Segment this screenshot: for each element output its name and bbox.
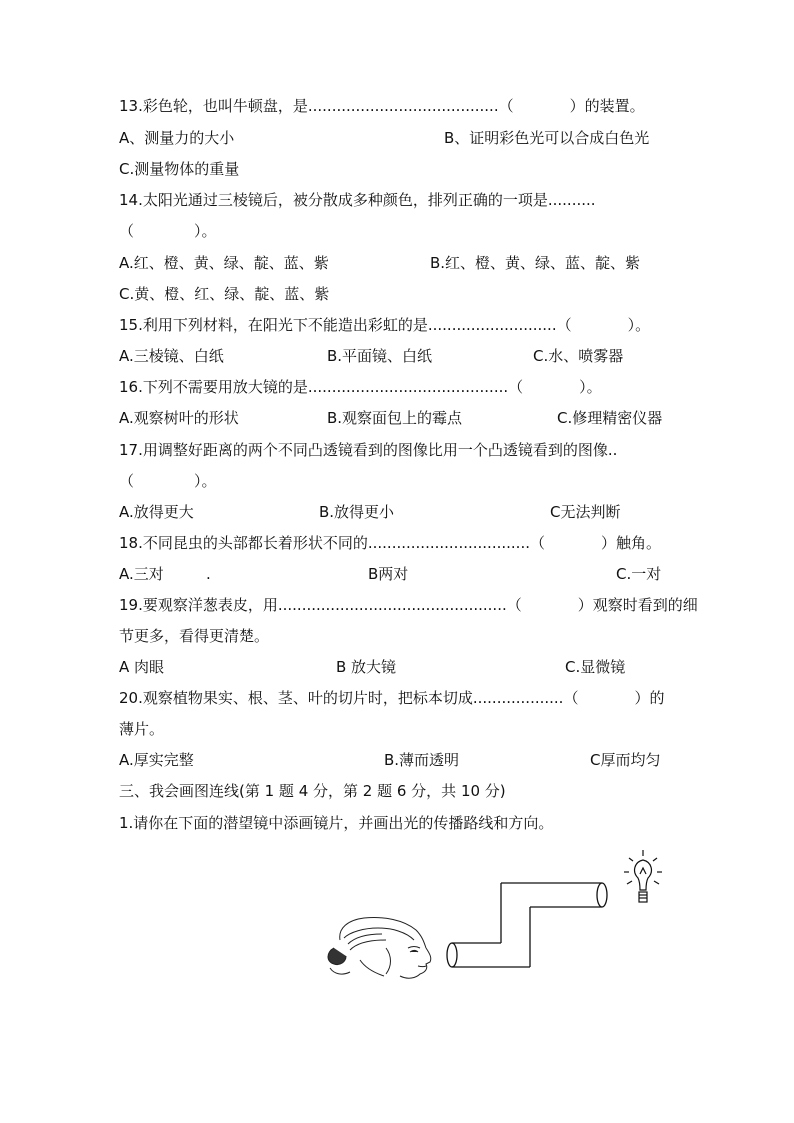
q13-option-b[interactable]: B、证明彩色光可以合成白色光 [444,129,650,147]
q17-dots: .. [607,441,618,459]
q19-stem [119,595,698,615]
q17-answer-line[interactable]: （ ）。 [119,472,217,490]
q19-option-b[interactable]: B 放大镜 [336,658,397,676]
section3-q1-text: 1.请你在下面的潜望镜中添画镜片，并画出光的传播路线和方向。 [119,814,554,832]
q18-option-a[interactable]: A.三对 [119,565,164,583]
q20-stem [119,688,664,708]
periscope-figure[interactable] [320,848,670,988]
q14-answer-line[interactable]: （ ）。 [119,222,217,240]
q13-stem-text: 13.彩色轮，也叫牛顿盘，是 [119,97,308,115]
q16-stem [119,377,602,397]
q20-option-a[interactable]: A.厚实完整 [119,751,194,769]
q20-stem-text: 20.观察植物果实、根、茎、叶的切片时，把标本切成 [119,689,473,707]
q18-paren-open: （ [529,534,545,552]
q20-dots: ................... [472,689,564,707]
q15-paren-open: （ [556,316,572,334]
q15-option-a[interactable]: A.三棱镜、白纸 [119,347,224,365]
q17-stem [119,440,617,460]
q15-dots: ........................... [427,316,557,334]
q19-stem-line2: 节更多，看得更清楚。 [119,627,270,645]
light-bulb-icon [624,850,662,902]
q17-option-a[interactable]: A.放得更大 [119,503,194,521]
q20-option-c[interactable]: C厚而均匀 [590,751,661,769]
q16-stem-text: 16.下列不需要用放大镜的是 [119,378,308,396]
q17-option-c[interactable]: C无法判断 [550,503,621,521]
q18-option-a-dot: . [206,565,211,583]
q19-option-c[interactable]: C.显微镜 [565,658,626,676]
q13-paren-close: ） [569,97,585,115]
q18-paren-close: ）触角。 [601,534,662,552]
q16-paren-open: （ [508,378,524,396]
q14-option-a[interactable]: A.红、橙、黄、绿、靛、蓝、紫 [119,254,329,272]
q20-paren-close: ）的 [634,689,665,707]
q16-option-b[interactable]: B.观察面包上的霉点 [327,409,463,427]
q15-paren-close: ）。 [627,316,651,334]
q18-stem-text: 18.不同昆虫的头部都长着形状不同的 [119,534,368,552]
q18-dots: .................................. [367,534,530,552]
q19-dots: ................................................ [277,596,507,614]
q14-option-b[interactable]: B.红、橙、黄、绿、蓝、靛、紫 [430,254,641,272]
q15-stem-text: 15.利用下列材料，在阳光下不能造出彩虹的是 [119,316,428,334]
q19-paren-close: ）观察时看到的细 [577,596,698,614]
q18-stem [119,533,661,553]
q20-option-b[interactable]: B.薄而透明 [384,751,460,769]
q13-stem [119,96,645,116]
section3-heading: 三、我会画图连线(第 1 题 4 分，第 2 题 6 分，共 10 分) [119,782,506,800]
q17-stem-text: 17.用调整好距离的两个不同凸透镜看到的图像比用一个凸透镜看到的图像 [119,441,608,459]
q13-option-c[interactable]: C.测量物体的重量 [119,160,240,178]
q13-dots: ........................................ [307,97,499,115]
q20-paren-open: （ [563,689,579,707]
q16-paren-close: ）。 [579,378,602,396]
q20-stem-line2: 薄片。 [119,720,165,738]
q14-stem [119,190,596,210]
q16-option-c[interactable]: C.修理精密仪器 [557,409,663,427]
q13-option-a[interactable]: A、测量力的大小 [119,129,235,147]
q16-option-a[interactable]: A.观察树叶的形状 [119,409,239,427]
q18-option-b[interactable]: B两对 [368,565,409,583]
q19-stem-text: 19.要观察洋葱表皮，用 [119,596,278,614]
q17-option-b[interactable]: B.放得更小 [319,503,395,521]
q14-dots: .......... [547,191,596,209]
q14-stem-text: 14.太阳光通过三棱镜后，被分散成多种颜色，排列正确的一项是 [119,191,548,209]
q14-option-c[interactable]: C.黄、橙、红、绿、靛、蓝、紫 [119,285,330,303]
q13-tail: 的装置。 [584,97,645,115]
q15-stem [119,315,650,335]
q15-option-b[interactable]: B.平面镜、白纸 [327,347,433,365]
q19-paren-open: （ [506,596,522,614]
q15-option-c[interactable]: C.水、喷雾器 [533,347,624,365]
woman-face-icon [328,918,431,979]
q13-paren-open: （ [498,97,514,115]
q19-option-a[interactable]: A 肉眼 [119,658,165,676]
q16-dots: .......................................... [307,378,509,396]
periscope-tube [447,883,607,967]
q18-option-c[interactable]: C.一对 [616,565,662,583]
